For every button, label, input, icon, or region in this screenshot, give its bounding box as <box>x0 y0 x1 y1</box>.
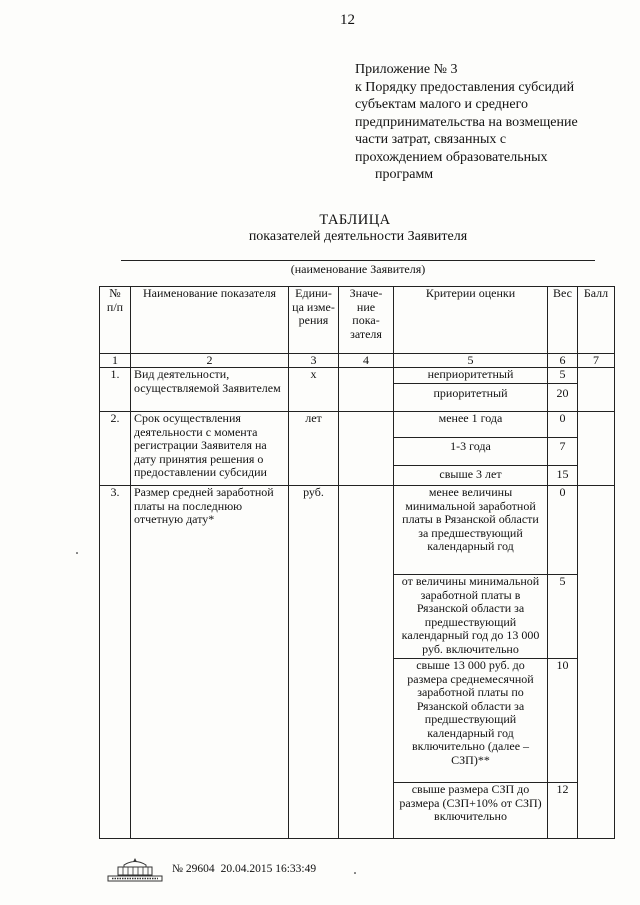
weight-cell: 7 <box>548 438 578 466</box>
column-number: 2 <box>131 354 289 368</box>
row-value <box>339 368 394 412</box>
column-number: 1 <box>100 354 131 368</box>
appendix-header <box>355 61 615 184</box>
criteria-cell: от величины минимальной заработной платы в Рязанской области за предшествующий календарный год до 13 000 руб. включительно <box>394 575 548 659</box>
column-number: 3 <box>289 354 339 368</box>
score-cell <box>578 486 615 839</box>
table-row <box>100 486 615 575</box>
criteria-cell: свыше размера СЗП до размера (СЗП+10% от СЗП) включительно <box>394 783 548 839</box>
weight-cell: 5 <box>548 575 578 659</box>
appendix-line: программ <box>375 167 434 182</box>
header-score: Балл <box>578 287 615 354</box>
criteria-cell: свыше 3 лет <box>394 466 548 486</box>
column-number: 6 <box>548 354 578 368</box>
row-num: 1. <box>100 368 131 412</box>
appendix-line: к Порядку предоставления субсидий <box>355 79 575 95</box>
header-weight: Вес <box>548 287 578 354</box>
table-title: ТАБЛИЦА <box>319 212 391 228</box>
appendix-line: части затрат, связанных с <box>355 132 507 147</box>
weight-cell: 15 <box>548 466 578 486</box>
row-unit: лет <box>289 412 339 486</box>
criteria-cell: менее 1 года <box>394 412 548 438</box>
criteria-cell: приоритетный <box>394 384 548 412</box>
scan-speck <box>354 872 356 874</box>
column-number: 4 <box>339 354 394 368</box>
weight-cell: 10 <box>548 659 578 783</box>
weight-cell: 12 <box>548 783 578 839</box>
score-cell <box>578 412 615 486</box>
column-number-row <box>100 354 615 368</box>
table-header-row <box>100 287 615 354</box>
criteria-cell: свыше 13 000 руб. до размера среднемесячной заработной платы по Рязанской области за предшествующий календарный год включительно (далее – СЗП)** <box>394 659 548 783</box>
appendix-line: прохождением образовательных <box>355 149 548 165</box>
header-criteria: Критерии оценки <box>394 287 548 354</box>
page-number: 12 <box>340 12 355 28</box>
criteria-cell: 1-3 года <box>394 438 548 466</box>
coat-of-arms-stamp-icon <box>104 856 166 882</box>
footer-timestamp: 20.04.2015 16:33:49 <box>220 863 317 875</box>
footer-doc-number: № 29604 <box>172 863 215 875</box>
row-value <box>339 412 394 486</box>
applicant-name-caption: (наименование Заявителя) <box>290 262 426 276</box>
scan-speck <box>76 552 78 554</box>
row-name: Размер средней заработной платы на последнюю отчетную дату* <box>131 486 289 839</box>
header-value: Значе-ние пока-зателя <box>339 287 394 354</box>
column-number: 5 <box>394 354 548 368</box>
row-name: Вид деятельности, осуществляемой Заявителем <box>131 368 289 412</box>
row-num: 3. <box>100 486 131 839</box>
header-num: № п/п <box>100 287 131 354</box>
criteria-cell: неприоритетный <box>394 368 548 384</box>
row-value <box>339 486 394 839</box>
document-footer <box>104 856 316 882</box>
table-row <box>100 412 615 438</box>
score-cell <box>578 368 615 412</box>
row-unit: руб. <box>289 486 339 839</box>
criteria-cell: менее величины минимальной заработной платы в Рязанской области за предшествующий календарный год <box>394 486 548 575</box>
header-name: Наименование показателя <box>131 287 289 354</box>
table-subtitle: показателей деятельности Заявителя <box>248 229 468 244</box>
appendix-line: Приложение № 3 <box>355 62 458 77</box>
weight-cell: 0 <box>548 486 578 575</box>
column-number: 7 <box>578 354 615 368</box>
table-row <box>100 368 615 384</box>
applicant-name-line <box>121 260 595 261</box>
appendix-line: предпринимательства на возмещение <box>355 114 578 130</box>
indicators-table <box>99 286 615 839</box>
weight-cell: 5 <box>548 368 578 384</box>
weight-cell: 20 <box>548 384 578 412</box>
appendix-line: субъектам малого и среднего <box>355 97 528 112</box>
row-name: Срок осуществления деятельности с момента регистрации Заявителя на дату принятия решения о предоставлении субсидии <box>131 412 289 486</box>
row-num: 2. <box>100 412 131 486</box>
header-unit: Едини-ца изме-рения <box>289 287 339 354</box>
row-unit: х <box>289 368 339 412</box>
weight-cell: 0 <box>548 412 578 438</box>
